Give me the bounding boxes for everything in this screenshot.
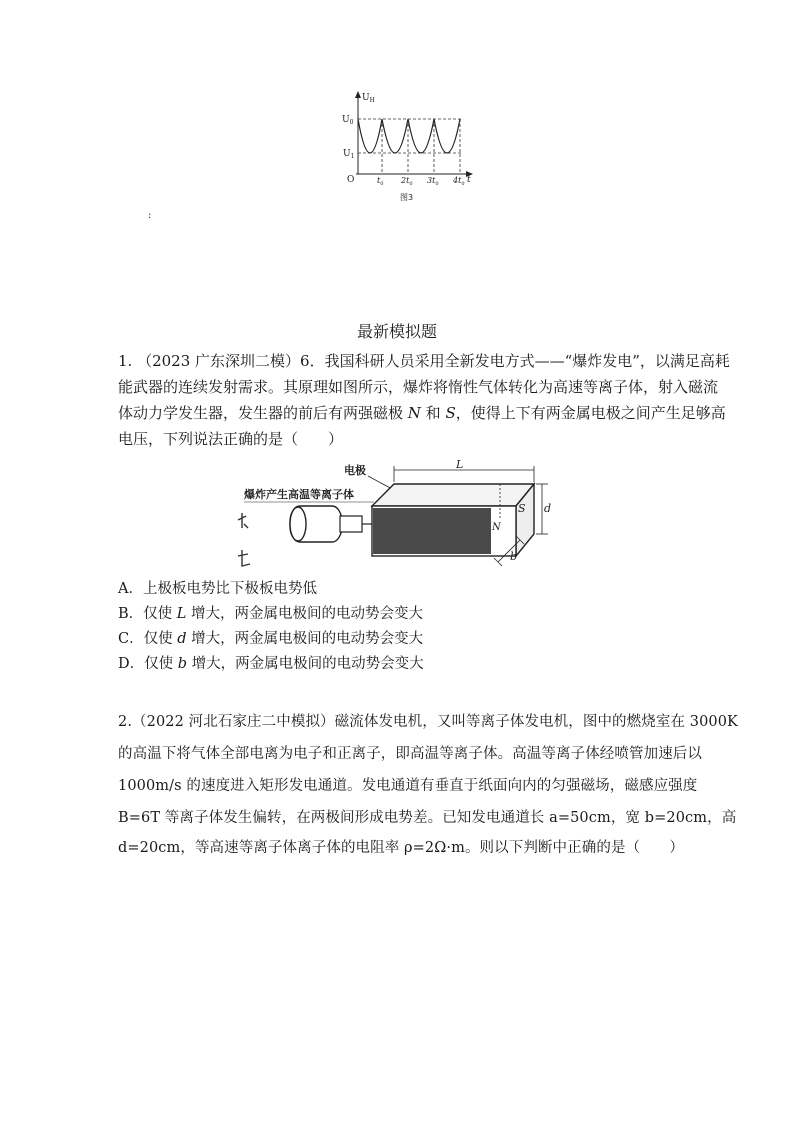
stray-mark: : [148,210,152,221]
x-axis-label: t [467,175,471,185]
y-axis-arrow [355,91,361,98]
q1-line-1: 1. （2023 广东深圳二模）6．我国科研人员采用全新发电方式——“爆炸发电”，以满足高耗 [118,352,730,370]
q2-line-5: d=20cm，等高速等离子体离子体的电阻率 ρ=2Ω·m。则以下判断中正确的是（ ） [118,840,684,856]
q1-line-2: 能武器的连续发射需求。其原理如图所示，爆炸将惰性气体转化为高速等离子体，射入磁流 [118,378,719,396]
svg-text:t0: $t_0$ [377,176,384,187]
cropped-mark-bottom [238,550,250,566]
q1-line-3: 体动力学发生器，发生器的前后有两强磁极 N 和 S，使得上下有两金属电极之间产生足够高 [118,404,726,422]
mhd-generator-figure [236,458,554,576]
q2-line-4: B=6T 等离子体发生偏转，在两极间形成电势差。已知发电通道长 a=50cm，宽 b=20cm，高 [118,810,737,826]
q2-line-2: 的高温下将气体全部电离为电子和正离子，即高温等离子体。高温等离子体经喷管加速后以 [118,746,702,762]
magnet-n-symbol: N [407,404,421,422]
y-axis-label: U [362,93,370,103]
q1-option-a: A．上极板电势比下极板电势低 [118,581,317,597]
svg-text:U1: $U_1$ [343,149,355,160]
q2-line-1: 2.（2022 河北石家庄二中模拟）磁流体发电机，又叫等离子体发电机，图中的燃烧室在 3000K [118,714,738,730]
q2-line-3: 1000m/s 的速度进入矩形发电通道。发电通道有垂直于纸面向内的匀强磁场，磁感应强度 [118,778,698,794]
q1-option-d: D．仅使 b 增大，两金属电极间的电动势会变大 [118,656,424,672]
origin-label: O [347,175,355,185]
dark-channel-face [373,508,491,554]
injector-nozzle [340,516,362,532]
svg-text:3t0: $3t_0$ [427,176,439,187]
dimension-s-label: S [518,502,526,515]
tick-4t0: 4t [453,176,462,185]
u1-label: U [343,149,351,159]
u0-label: U [342,115,350,125]
box-top-face [372,484,534,506]
q1-option-c: C．仅使 d 增大，两金属电极间的电动势会变大 [118,631,424,647]
tick-t0: t [377,176,381,185]
magnet-s-symbol: S [445,404,456,422]
dimension-l-label: L [456,458,464,471]
dimension-b-label: b [510,550,518,563]
tick-3t0: 3t [427,176,436,185]
figure-3-caption: 图3 [400,193,414,202]
section-title: 最新模拟题 [356,322,437,341]
electrode-label: 电极 [344,464,366,477]
tick-2t0: 2t [401,176,410,185]
svg-text:2t0: $2t_0$ [401,176,413,187]
svg-text:4t0: $4t_0$ [453,176,465,187]
dimension-d-label: d [544,502,552,515]
svg-text:U0: $U_0$ [342,115,354,126]
y-axis-subscript: H [369,97,375,104]
voltage-curve [358,119,460,153]
q1-option-b: B．仅使 L 增大，两金属电极间的电动势会变大 [118,606,424,622]
injector-front [290,507,306,541]
figure-3-voltage-graph [330,88,480,208]
svg-text:UH [362,93,375,104]
magnet-n-label: N [492,522,501,533]
plasma-label: 爆炸产生高温等离子体 [244,488,354,501]
cropped-mark-top [238,513,248,528]
q1-line-4: 电压，下列说法正确的是（ ） [118,430,344,448]
